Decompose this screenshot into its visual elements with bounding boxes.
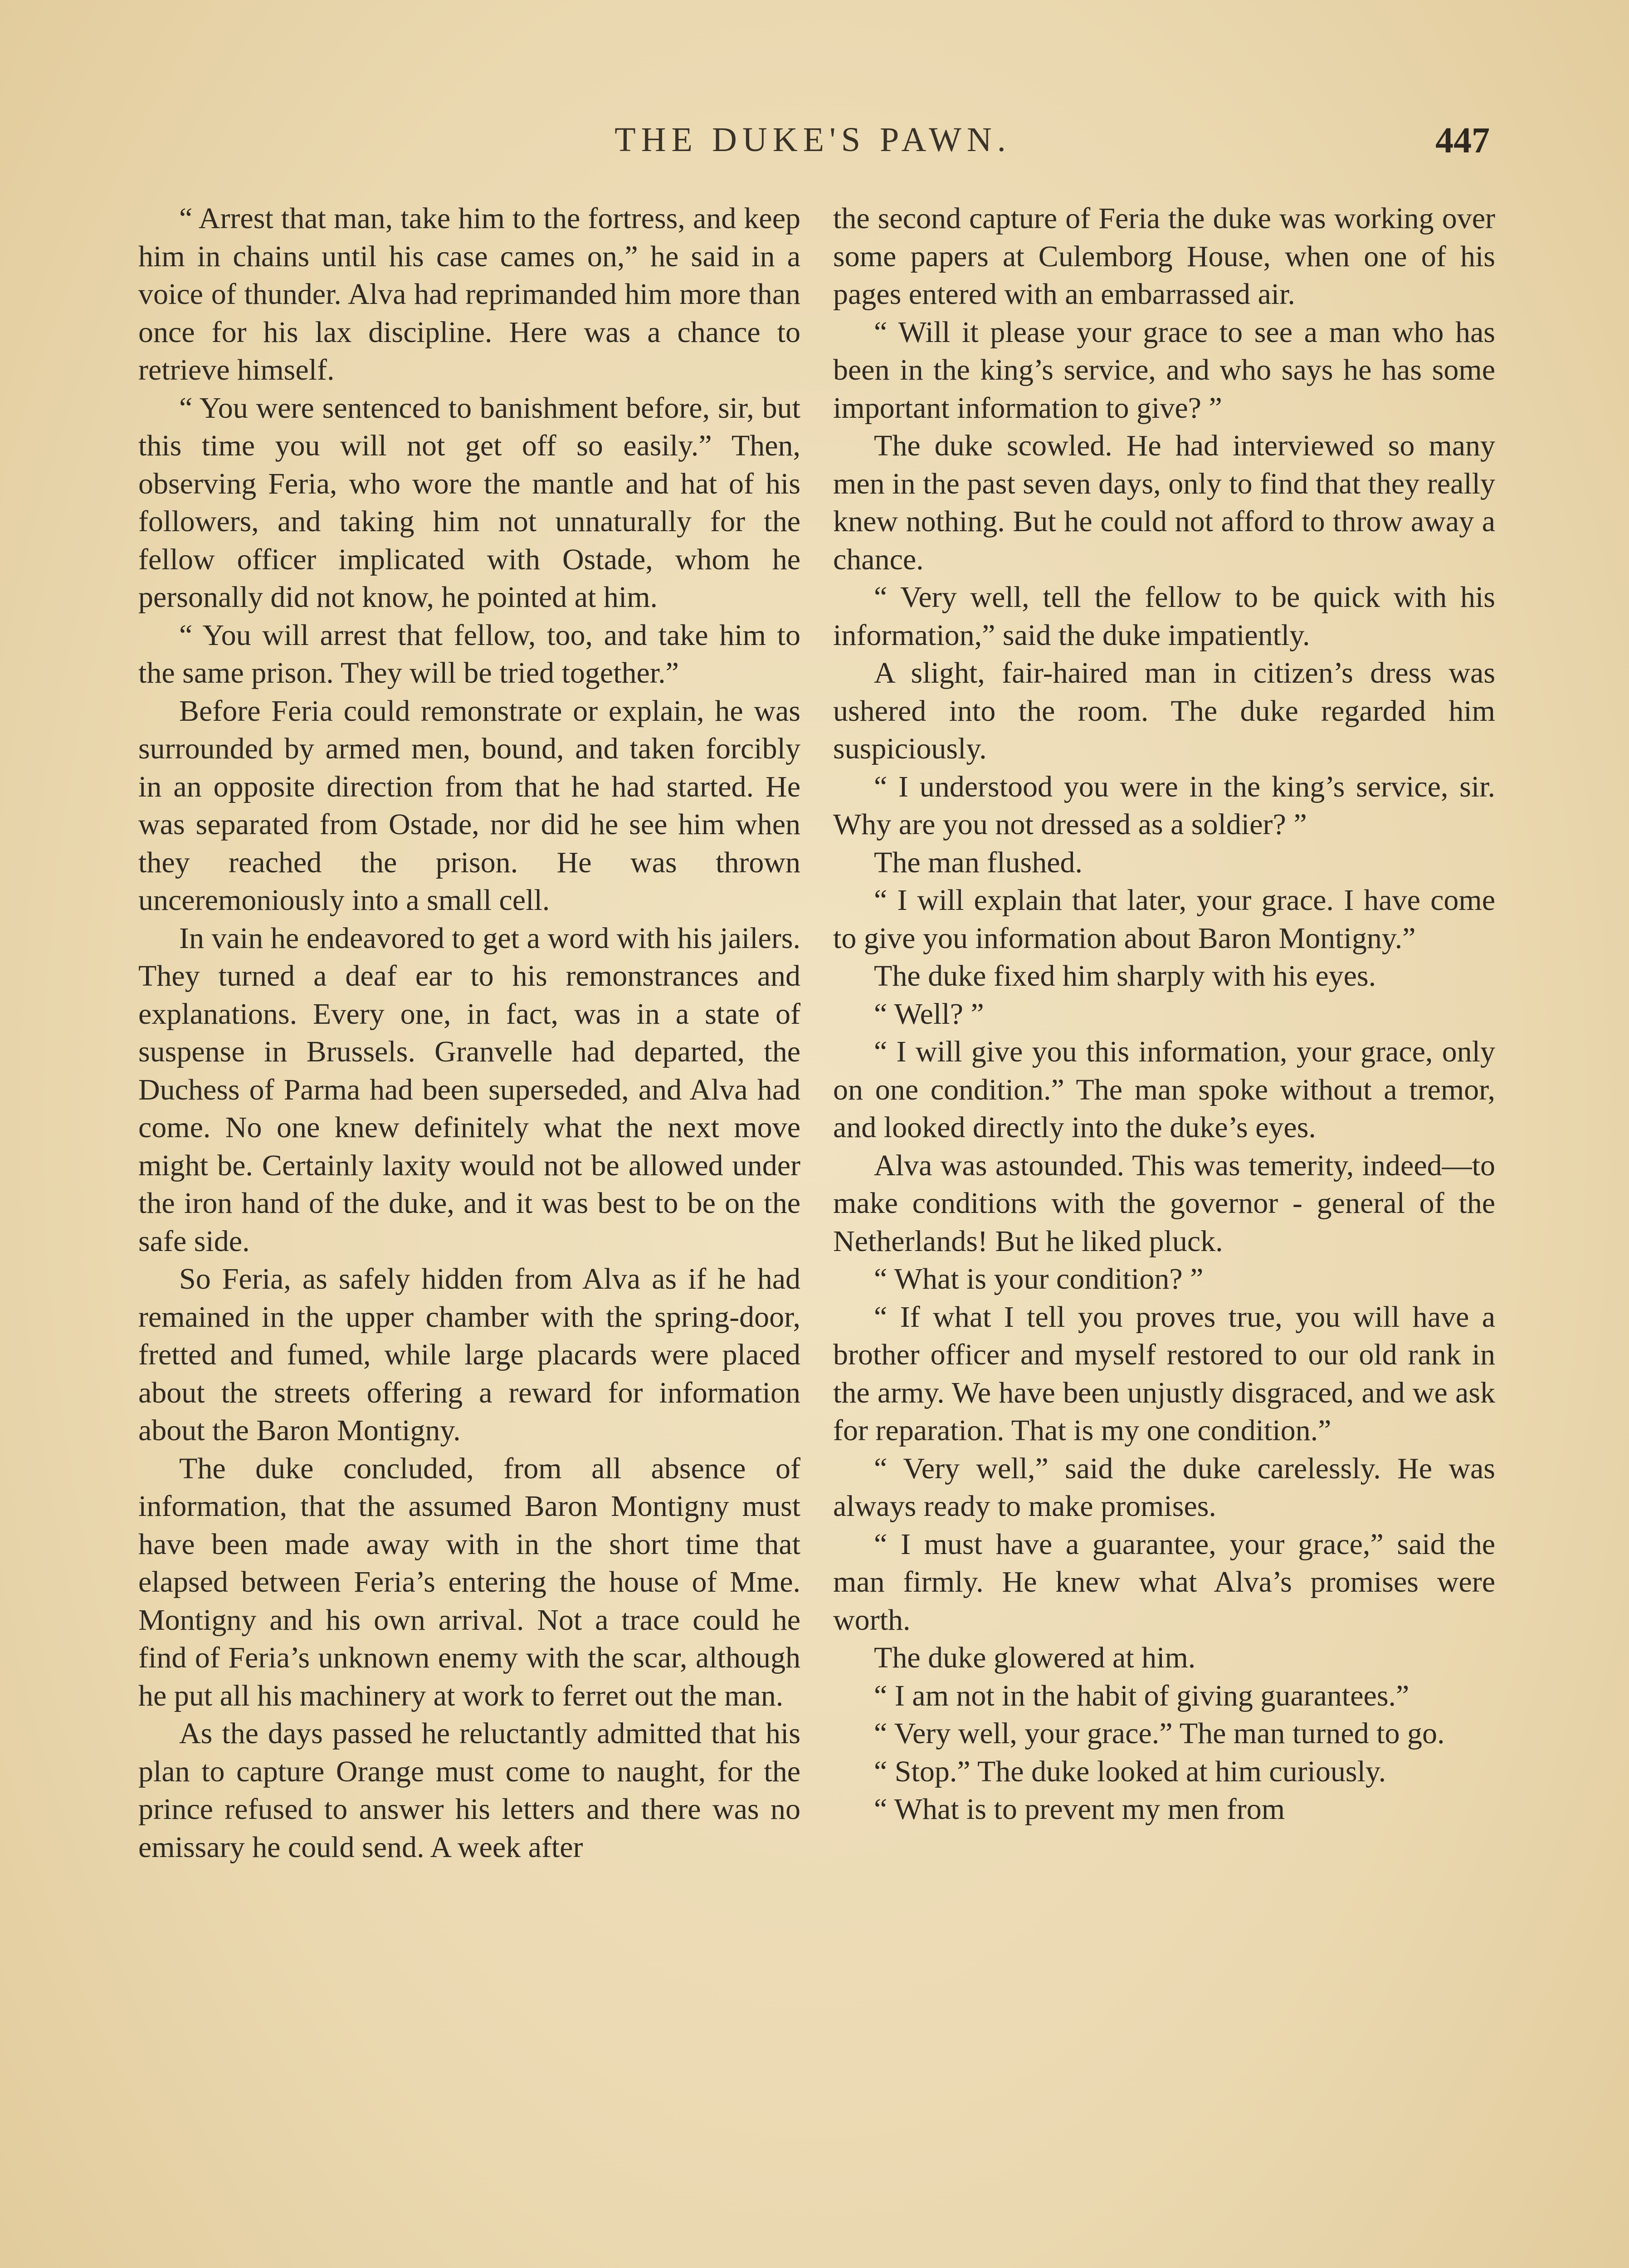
paragraph: “ What is to prevent my men from xyxy=(874,1793,1285,1826)
paragraph: The duke glowered at him. xyxy=(874,1641,1196,1674)
paragraph: “ You will arrest that fellow, too, and take him to the same prison. They will be tried together.” xyxy=(138,618,800,689)
paragraph-continued: the second capture of Feria the duke was working over some papers at Culemborg House, when one of his pages entered with an embarrassed air. xyxy=(833,202,1495,311)
paragraph: “ I am not in the habit of giving guarantees.” xyxy=(874,1679,1410,1712)
paragraph: In vain he endeavored to get a word with his jailers. They turned a deaf ear to his remonstrances and explanations. Every one, in fact, was in a state of suspense in Brussels. Granvelle had departed, the Duchess of Parma had been superseded, and Alva had come. No one knew definitely what the next move might be. Certainly laxity would not be allowed under the iron hand of the duke, and it was best to be on the safe side. xyxy=(138,921,800,1258)
paragraph: “ If what I tell you proves true, you will have a brother officer and myself restored to our old rank in the army. We have been unjustly disgraced, and we ask for reparation. That is my one condition.” xyxy=(833,1300,1495,1447)
paragraph: “ Arrest that man, take him to the fortress, and keep him in chains until his case cames on,” he said in a voice of thunder. Alva had reprimanded him more than once for his lax discipline. Here was a chance to retrieve himself. xyxy=(138,202,800,386)
paragraph: “ Very well,” said the duke carelessly. He was always ready to make promises. xyxy=(833,1452,1495,1523)
paragraph: “ I will explain that later, your grace. I have come to give you information about Baron Montigny.” xyxy=(833,884,1495,955)
paragraph: “ I understood you were in the king’s service, sir. Why are you not dressed as a soldier? ” xyxy=(833,770,1495,841)
paragraph: The duke concluded, from all absence of information, that the assumed Baron Montigny must have been made away with in the short time that elapsed between Feria’s entering the house of Mme. Montigny and his own arrival. Not a trace could he find of Feria’s unknown enemy with the scar, although he put all his machinery at work to ferret out the man. xyxy=(138,1452,800,1712)
paragraph: “ I must have a guarantee, your grace,” said the man firmly. He knew what Alva’s promises were worth. xyxy=(833,1527,1495,1637)
paragraph: Before Feria could remonstrate or explain, he was surrounded by armed men, bound, and taken forcibly in an opposite direction from that he had started. He was separated from Ostade, nor did he see him when they reached the prison. He was thrown unceremoniously into a small cell. xyxy=(138,694,800,917)
page-number: 447 xyxy=(1435,121,1490,161)
paragraph: “ What is your condition? ” xyxy=(874,1262,1204,1295)
paragraph: “ Very well, your grace.” The man turned to go. xyxy=(874,1717,1445,1750)
paragraph: “ Stop.” The duke looked at him curiously. xyxy=(874,1755,1386,1788)
paragraph: The duke fixed him sharply with his eyes. xyxy=(874,959,1376,992)
paragraph: “ You were sentenced to banishment before, sir, but this time you will not get off so easily.” Then, observing Feria, who wore the mantle and hat of his followers, and taking him not unnaturally for the fellow officer implicated with Ostade, whom he personally did not know, he pointed at him. xyxy=(138,391,800,614)
paragraph: The man flushed. xyxy=(874,846,1083,879)
paragraph: The duke scowled. He had interviewed so many men in the past seven days, only to find that they really knew nothing. But he could not afford to throw away a chance. xyxy=(833,429,1495,576)
paragraph: So Feria, as safely hidden from Alva as if he had remained in the upper chamber with the spring-door, fretted and fumed, while large placards were placed about the streets offering a reward for information about the Baron Montigny. xyxy=(138,1262,800,1447)
running-title: THE DUKE'S PAWN. xyxy=(615,121,1011,159)
page-header xyxy=(136,120,1490,170)
paragraph: “ I will give you this information, your grace, only on one condition.” The man spoke without a tremor, and looked directly into the duke’s eyes. xyxy=(833,1035,1495,1144)
paragraph: A slight, fair-haired man in citizen’s dress was ushered into the room. The duke regarded him suspiciously. xyxy=(833,656,1495,765)
paragraph: Alva was astounded. This was temerity, indeed—to make conditions with the governor - general of the Netherlands! But he liked pluck. xyxy=(833,1149,1495,1258)
left-column xyxy=(138,200,800,1866)
paragraph: As the days passed he reluctantly admitted that his plan to capture Orange must come to naught, for the prince refused to answer his letters and there was no emissary he could send. A week after xyxy=(138,1717,800,1864)
paragraph: “ Very well, tell the fellow to be quick with his information,” said the duke impatiently. xyxy=(833,581,1495,652)
paragraph: “ Well? ” xyxy=(874,997,984,1031)
right-column xyxy=(833,200,1495,1828)
paragraph: “ Will it please your grace to see a man who has been in the king’s service, and who says he has some important information to give? ” xyxy=(833,315,1495,425)
